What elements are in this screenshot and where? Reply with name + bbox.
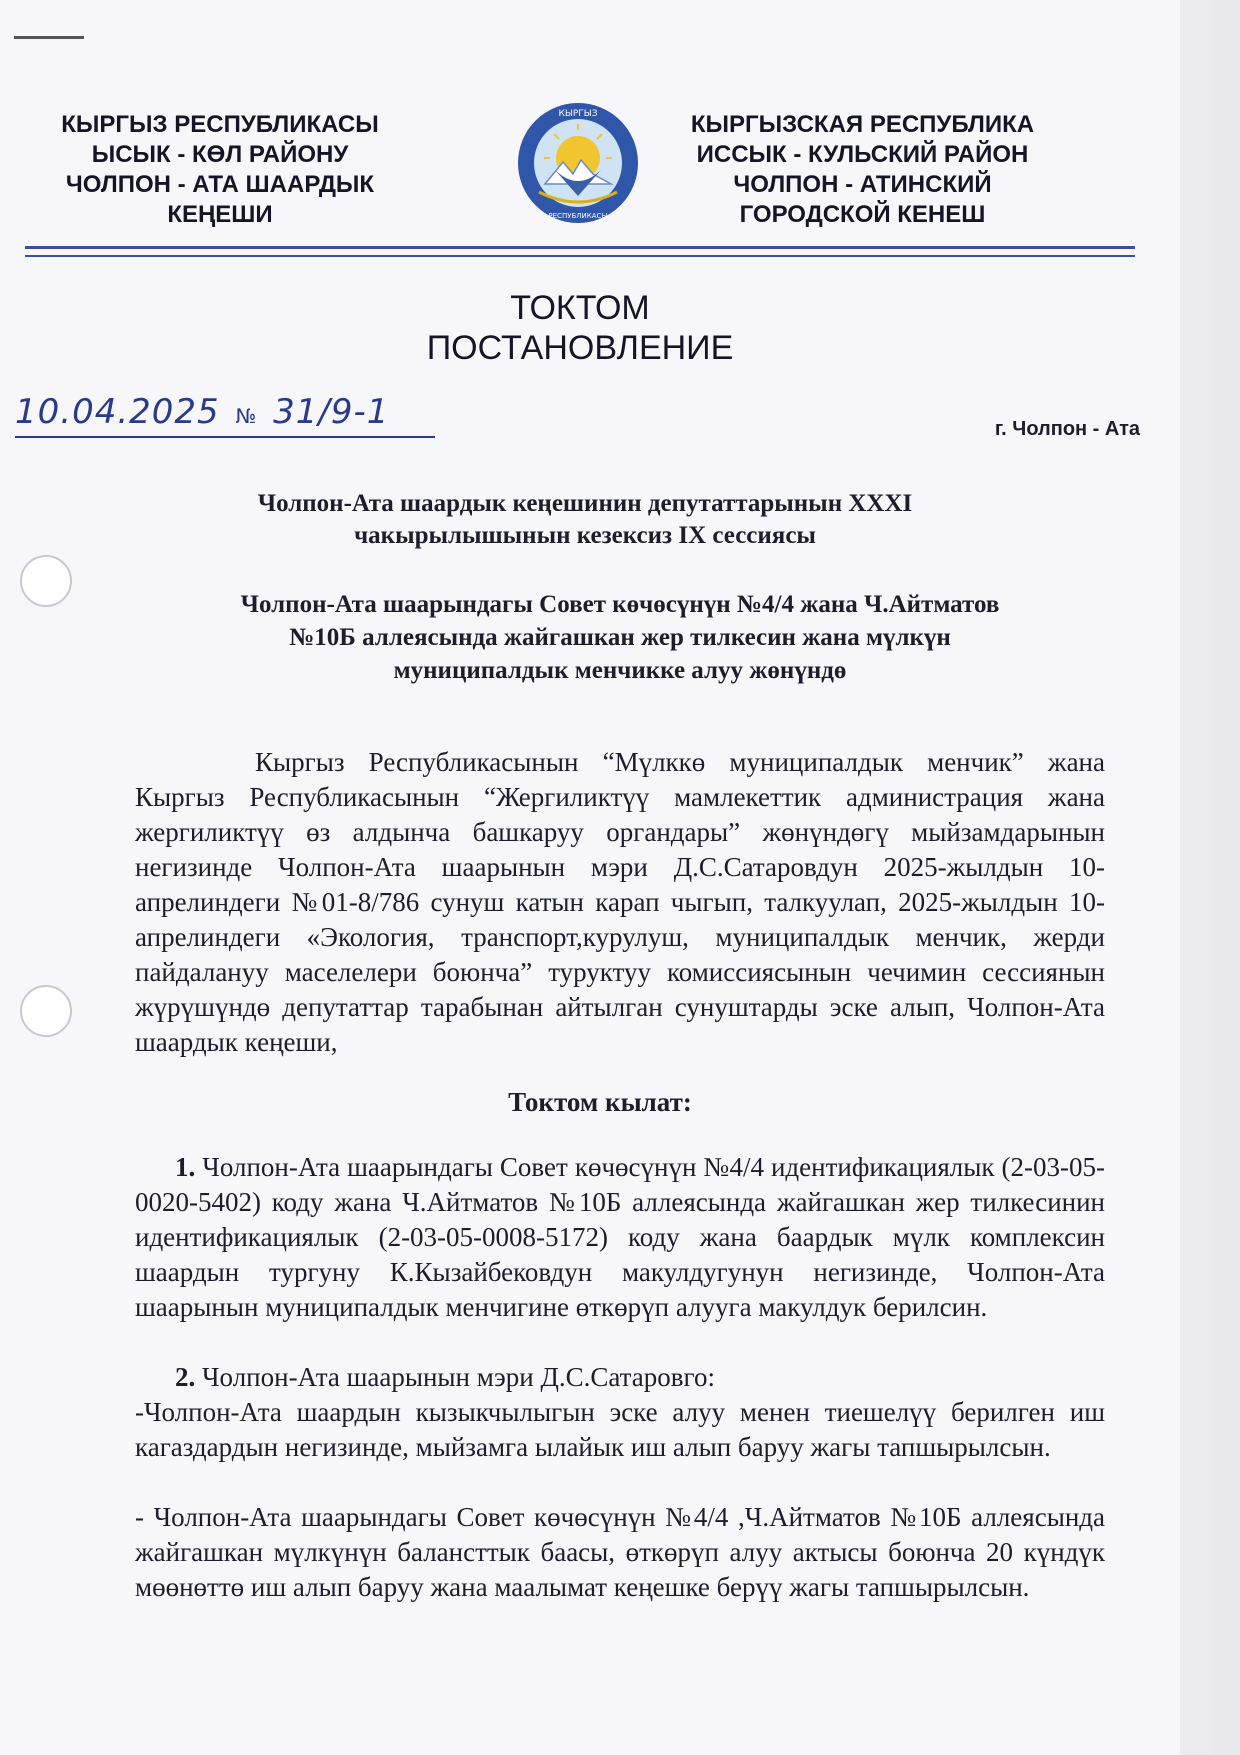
session-heading [150,488,1020,552]
item-1-text: Чолпон-Ата шаарындагы Совет көчөсүнүн №4/4 идентификациялык (2-03-05-0020-5402) коду жана Ч.Айтматов №10Б аллеясында жайгашкан жер тилкесинин идентификациялык (2-03-05-0008-5172) коду жана баардык мүлк комплексин шаардын тургуну К.Кызайбековдун макулдугунун негизинде, Чолпон-Ата шаарынын муниципалдык менчигине өткөрүп алууга макулдук берилсин. [135,1152,1106,1322]
decree-heading: Токтом кылат: [508,1087,692,1117]
number-sign: № [235,404,258,428]
header-left-line: ЫСЫК - КӨЛ РАЙОНУ [91,141,349,168]
header-rule [25,246,1135,249]
handwritten-date: 10.04.2025 [15,392,220,432]
item-2-number: 2. [175,1362,196,1392]
session-line: Чолпон-Ата шаардык кеңешинин депутаттарынын XXXI [257,490,913,517]
header-left [55,110,385,230]
header-right-line: ГОРОДСКОЙ КЕНЕШ [739,201,986,228]
punch-hole [20,555,72,607]
preamble-text: Кыргыз Республикасынын “Мүлккө муниципалдык менчик” жана Кыргыз Республикасынын “Жергиликтүү мамлекеттик администрация жана жергиликтүү өз алдынча башкаруу органдары” жөнүндөгү мыйзамдарынын негизинде Чолпон-Ата шаарынын мэри Д.С.Сатаровдун 2025-жылдын 10-апрелиндеги №01-8/786 сунуш катын карап чыгып, талкуулап, 2025-жылдын 10-апрелиндеги «Экология, транспорт,курулуш, муниципалдык менчик, жерди пайдалануу маселелери боюнча” туруктуу комиссиясынын чечимин сессиянын жүрүшүндө депутаттар тарабынан айтылган сунуштарды эске алып, Чолпон-Ата шаардык кеңеши, [135,747,1105,1057]
title-kyrgyz: ТОКТОМ [510,289,650,327]
handwritten-date-number [15,392,435,432]
header-right-line: ИССЫК - КУЛЬСКИЙ РАЙОН [696,141,1029,168]
item-1 [135,1150,1105,1325]
subject-line: №10Б аллеясында жайгашкан жер тилкесин жана мүлкүн [289,624,951,651]
handwritten-number: 31/9-1 [273,392,390,432]
city-label: г. Чолпон - Ата [994,418,1140,440]
punch-hole [20,985,72,1037]
header-right-line: ЧОЛПОН - АТИНСКИЙ [733,171,992,198]
item-2-sub-2: - Чолпон-Ата шаарындагы Совет көчөсүнүн №4/4 ,Ч.Айтматов №10Б аллеясында жайгашкан мүлкүнүн балансттык баасы, өткөрүп алуу актысы боюнча 20 күндүк мөөнөттө иш алып баруу жана маалымат кеңешке берүү жагы тапшырылсын. [135,1502,1105,1602]
subject-heading [190,588,1050,687]
header-rule [25,255,1135,257]
subject-line: Чолпон-Ата шаарындагы Совет көчөсүнүн №4/4 жана Ч.Айтматов [240,591,1000,618]
header-left-line: ЧОЛПОН - АТА ШААРДЫК [65,171,375,198]
header-right [675,110,1050,230]
title-russian: ПОСТАНОВЛЕНИЕ [426,329,734,367]
header-right-line: КЫРГЫЗСКАЯ РЕСПУБЛИКА [690,111,1035,138]
item-1-number: 1. [175,1152,196,1182]
state-emblem-icon [515,100,641,226]
page-edge [1180,0,1210,1755]
date-underline [15,436,435,438]
item-2-sub-1: -Чолпон-Ата шаардын кызыкчылыгын эске алуу менен тиешелүү берилген иш кагаздардын негизинде, мыйзамга ылайык иш алып баруу жагы тапшырылсын. [135,1397,1105,1462]
header-left-line: КЫРГЫЗ РЕСПУБЛИКАСЫ [61,111,379,138]
emblem-text-bottom: РЕСПУБЛИКАСЫ [548,212,608,220]
emblem-text-top: КЫРГЫЗ [558,109,598,119]
item-2 [135,1360,1105,1395]
header-left-line: КЕҢЕШИ [167,201,273,228]
item-2-text: Чолпон-Ата шаарынын мэри Д.С.Сатаровго: [202,1362,715,1392]
session-line: чакырылышынын кезексиз IX сессиясы [354,522,816,549]
corner-mark [14,36,84,39]
preamble-paragraph [135,745,1105,1060]
subject-line: муниципалдык менчикке алуу жөнүндө [393,657,847,684]
document-title [410,288,750,368]
